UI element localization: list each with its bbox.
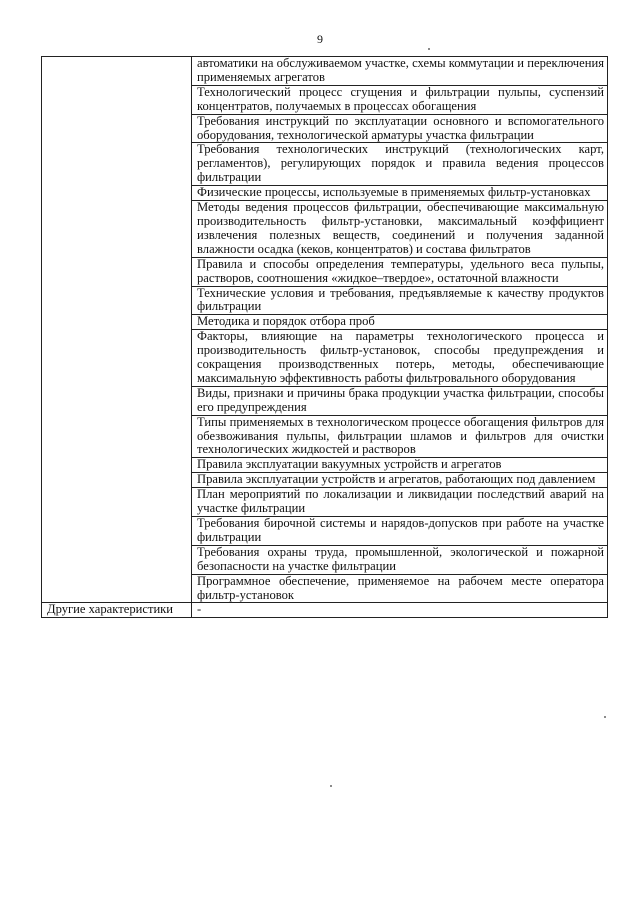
requirement-cell: Требования бирочной системы и нарядов-допусков при работе на участке фильтрации — [192, 517, 608, 546]
other-characteristics-value: - — [192, 603, 608, 618]
requirement-cell: План мероприятий по локализации и ликвидации последствий аварий на участке фильтрации — [192, 488, 608, 517]
requirement-cell: Технические условия и требования, предъявляемые к качеству продуктов фильтрации — [192, 286, 608, 315]
requirement-cell: автоматики на обслуживаемом участке, схемы коммутации и переключения применяемых агрегатов — [192, 57, 608, 86]
scan-speck — [604, 716, 606, 718]
requirement-cell: Требования технологических инструкций (технологических карт, регламентов), регулирующих порядок и правила ведения процессов фильтрации — [192, 143, 608, 186]
requirement-cell: Виды, признаки и причины брака продукции участка фильтрации, способы его предупреждения — [192, 386, 608, 415]
requirement-cell: Методика и порядок отбора проб — [192, 315, 608, 330]
requirement-cell: Методы ведения процессов фильтрации, обеспечивающие максимальную производительность фильтр-установки, максимальный коэффициент извлечения полезных веществ, соединений и получения заданной влажности осадка (кеков, концентратов) и состава фильтратов — [192, 201, 608, 258]
requirement-cell: Правила эксплуатации вакуумных устройств и агрегатов — [192, 458, 608, 473]
table-row — [42, 57, 608, 86]
knowledge-label-cell — [42, 57, 192, 603]
requirement-cell: Требования охраны труда, промышленной, экологической и пожарной безопасности на участке фильтрации — [192, 545, 608, 574]
scan-speck — [428, 48, 430, 50]
other-characteristics-label: Другие характеристики — [42, 603, 192, 618]
page-number: 9 — [317, 32, 323, 46]
requirement-cell: Правила и способы определения температуры, удельного веса пульпы, растворов, соотношения «жидкое–твердое», остаточной влажности — [192, 257, 608, 286]
requirement-cell: Требования инструкций по эксплуатации основного и вспомогательного оборудования, технологической арматуры участка фильтрации — [192, 114, 608, 143]
requirement-cell: Физические процессы, используемые в применяемых фильтр-установках — [192, 186, 608, 201]
requirement-cell: Факторы, влияющие на параметры технологического процесса и производительность фильтр-установок, способы предупреждения и сокращения производственных потерь, методы, обеспечивающие максимальную эффективность работы фильтровального оборудования — [192, 330, 608, 387]
requirement-cell: Типы применяемых в технологическом процессе обогащения фильтров для обезвоживания пульпы, фильтрации шламов и фильтров для очистки технологических жидкостей и растворов — [192, 415, 608, 458]
requirements-table — [41, 56, 608, 618]
other-characteristics-row — [42, 603, 608, 618]
requirement-cell: Технологический процесс сгущения и фильтрации пульпы, суспензий концентратов, получаемых в процессах обогащения — [192, 85, 608, 114]
scan-speck — [330, 785, 332, 787]
requirement-cell: Правила эксплуатации устройств и агрегатов, работающих под давлением — [192, 473, 608, 488]
requirement-cell: Программное обеспечение, применяемое на рабочем месте оператора фильтр-установок — [192, 574, 608, 603]
